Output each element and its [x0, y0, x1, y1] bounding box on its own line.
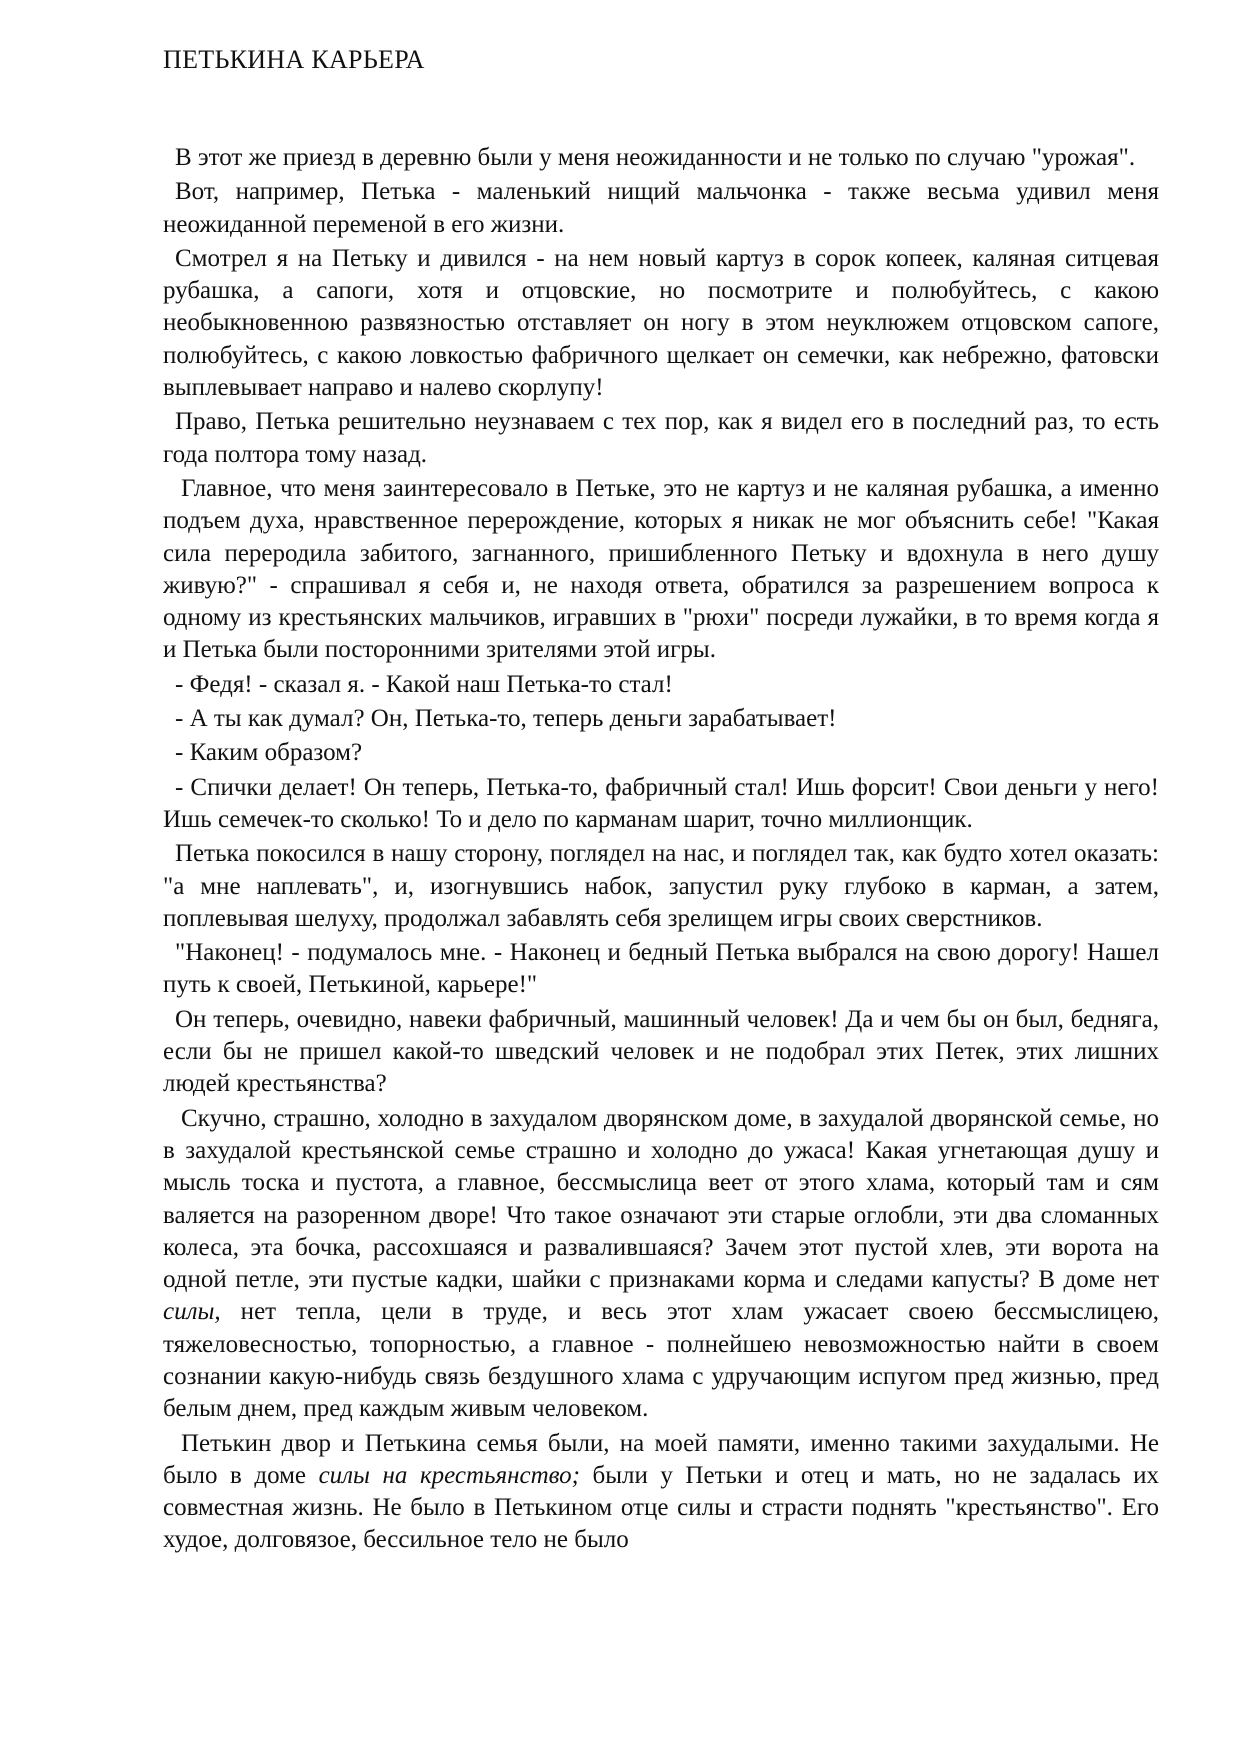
paragraph: Он теперь, очевидно, навеки фабричный, машинный человек! Да и чем бы он был, бедняга, если бы не пришел какой-то шведский человек и не подобрал этих Петек, этих лишних людей крестьянства? — [163, 1005, 1159, 1098]
body-text — [163, 142, 1159, 1557]
paragraph: Право, Петька решительно неузнаваем с тех пор, как я видел его в последний раз, то есть года полтора тому назад. — [163, 408, 1159, 468]
paragraph: Петькин двор и Петькина семья были, на моей памяти, именно такими захудалыми. Не было в доме силы на крестьянство; были у Петьки и отец и мать, но не задалась их совместная жизнь. Не было в Петькином отце силы и страсти поднять "крестьянство". Его худое, долговязое, бессильное тело не было — [163, 1429, 1159, 1554]
page-header: ПЕТЬКИНА КАРЬЕРА — [163, 45, 425, 74]
paragraph: Вот, например, Петька - маленький нищий мальчонка - также весьма удивил меня неожиданной переменой в его жизни. — [163, 178, 1159, 238]
paragraph: Скучно, страшно, холодно в захудалом дворянском доме, в захудалой дворянской семье, но в захудалой крестьянской семье страшно и холодно до ужаса! Какая угнетающая душу и мысль тоска и пустота, а главное, бессмыслица веет от этого хлама, который там и сям валяется на разоренном дворе! Что такое означают эти старые оглобли, эти два сломанных колеса, эта бочка, рассохшаяся и развалившаяся? Зачем этот пустой хлев, эти ворота на одной петле, эти пустые кадки, шайки с признаками корма и следами капусты? В доме нет силы, нет тепла, цели в труде, и весь этот хлам ужасает своею бессмыслицею, тяжеловесностью, топорностью, а главное - полнейшею невозможностью найти в своем сознании какую-нибудь связь бездушного хлама с удручающим испугом пред жизнью, пред белым днем, пред каждым живым человеком. — [163, 1104, 1159, 1423]
paragraph: "Наконец! - подумалось мне. - Наконец и бедный Петька выбрался на свою дорогу! Нашел путь к своей, Петькиной, карьере!" — [163, 939, 1159, 999]
dialogue-line: - Федя! - сказал я. - Какой наш Петька-то стал! — [175, 670, 673, 698]
paragraph: В этот же приезд в деревню были у меня неожиданности и не только по случаю "урожая". — [175, 144, 1136, 171]
italic-emphasis: силы, — [163, 1298, 221, 1326]
dialogue-line: - Спички делает! Он теперь, Петька-то, фабричный стал! Ишь форсит! Свои деньги у него! Ишь семечек-то сколько! То и дело по карманам шарит, точно миллионщик. — [163, 773, 1159, 833]
paragraph: Главное, что меня заинтересовало в Петьке, это не картуз и не каляная рубашка, а именно подъем духа, нравственное перерождение, которых я никак не мог объяснить себе! "Какая сила переродила забитого, загнанного, пришибленного Петьку и вдохнула в него душу живую?" - спрашивал я себя и, не находя ответа, обратился за разрешением вопроса к одному из крестьянских мальчиков, игравших в "рюхи" посреди лужайки, в то время когда я и Петька были посторонними зрителями этой игры. — [163, 474, 1159, 664]
paragraph: Смотрел я на Петьку и дивился - на нем новый картуз в сорок копеек, каляная ситцевая рубашка, а сапоги, хотя и отцовские, но посмотрите и полюбуйтесь, с какою необыкновенною развязностью отставляет он ногу в этом неуклюжем отцовском сапоге, полюбуйтесь, с какою ловкостью фабричного щелкает он семечки, как небрежно, фатовски выплевывает направо и налево скорлупу! — [163, 244, 1159, 402]
italic-emphasis: силы на крестьянство; — [318, 1461, 580, 1489]
paragraph: Петька покосился в нашу сторону, поглядел на нас, и поглядел так, как будто хотел оказать: "а мне наплевать", и, изогнувшись набок, запустил руку глубоко в карман, а затем, поплевывая шелуху, продолжал забавлять себя зрелищем игры своих сверстников. — [163, 840, 1159, 932]
dialogue-line: - Каким образом? — [175, 739, 363, 767]
dialogue-line: - А ты как думал? Он, Петька-то, теперь деньги зарабатывает! — [175, 705, 837, 733]
